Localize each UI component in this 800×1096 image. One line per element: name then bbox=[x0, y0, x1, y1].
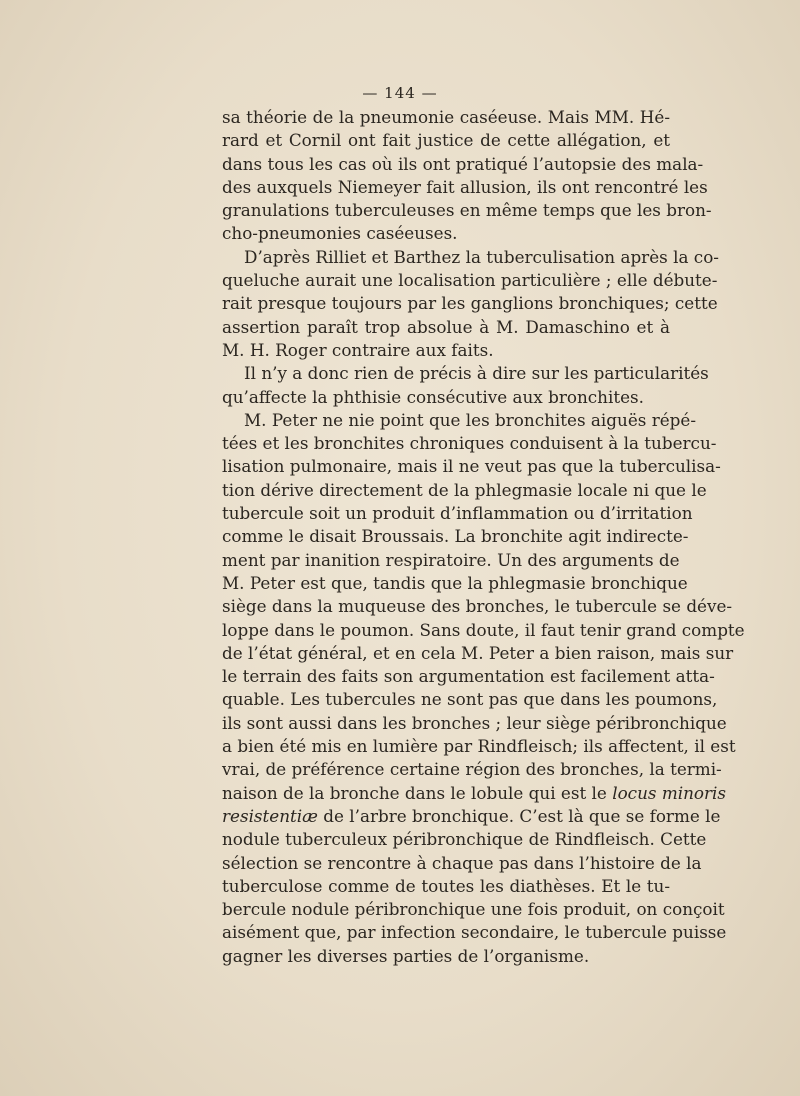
text-line bbox=[222, 502, 693, 525]
line-text: de l’arbre bronchique. C’est là que se forme le bbox=[317, 805, 721, 826]
text-line bbox=[222, 642, 734, 665]
line-text: vrai, de préférence certaine région des bronches, la termi- bbox=[222, 759, 722, 780]
line-text: assertion paraît trop absolue à M. Damaschino et à bbox=[222, 316, 670, 337]
line-text: ils sont aussi dans les bronches ; leur siège péribronchique bbox=[222, 712, 727, 733]
line-text: M. Peter est que, tandis que la phlegmasie bronchique bbox=[222, 572, 688, 593]
text-line bbox=[222, 222, 670, 245]
text-line bbox=[222, 292, 718, 315]
line-text: rait presque toujours par les ganglions bronchiques; cette bbox=[222, 293, 718, 314]
text-line bbox=[222, 316, 670, 339]
line-text: qu’affecte la phthisie consécutive aux bronchites. bbox=[222, 386, 644, 407]
text-line bbox=[222, 432, 717, 455]
text-line bbox=[222, 549, 680, 572]
line-text: le terrain des faits son argumentation est facilement atta- bbox=[222, 666, 715, 687]
text-line bbox=[222, 455, 721, 478]
text-line bbox=[222, 782, 727, 805]
line-text: aisément que, par infection secondaire, le tubercule puisse bbox=[222, 922, 727, 943]
line-text: tubercule soit un produit d’inflammation ou d’irritation bbox=[222, 503, 693, 524]
text-line bbox=[222, 898, 725, 921]
text-line bbox=[222, 199, 712, 222]
line-text: queluche aurait une localisation particulière ; elle débute- bbox=[222, 270, 718, 291]
line-text: de l’état général, et en cela M. Peter a bien raison, mais sur bbox=[222, 642, 734, 663]
line-text: sa théorie de la pneumonie caséeuse. Mais MM. Hé- bbox=[222, 107, 670, 127]
line-text: tées et les bronchites chroniques conduisent à la tubercu- bbox=[222, 433, 717, 454]
line-text: quable. Les tubercules ne sont pas que dans les poumons, bbox=[222, 689, 718, 710]
text-line bbox=[222, 106, 670, 129]
body-text bbox=[222, 106, 745, 968]
text-line bbox=[222, 409, 696, 432]
line-text: sélection se rencontre à chaque pas dans l’histoire de la bbox=[222, 852, 702, 873]
line-text: nodule tuberculeux péribronchique de Rindfleisch. Cette bbox=[222, 829, 707, 850]
text-line bbox=[222, 269, 718, 292]
line-text: M. Peter ne nie point que les bronchites aiguës répé- bbox=[244, 409, 696, 430]
italic-phrase: resistentiæ bbox=[222, 805, 318, 826]
line-text: cho-pneumonies caséeuses. bbox=[222, 223, 458, 244]
text-line bbox=[222, 852, 702, 875]
text-line bbox=[222, 875, 670, 898]
line-text: dans tous les cas où ils ont pratiqué l’autopsie des mala- bbox=[222, 153, 704, 174]
line-text: a bien été mis en lumière par Rindfleisch; ils affectent, il est bbox=[222, 736, 736, 757]
text-line bbox=[222, 525, 689, 548]
line-text: gagner les diverses parties de l’organisme. bbox=[222, 945, 590, 966]
line-text: M. H. Roger contraire aux faits. bbox=[222, 339, 494, 360]
line-text: siège dans la muqueuse des bronches, le tubercule se déve- bbox=[222, 596, 733, 617]
italic-phrase: locus minoris bbox=[612, 782, 727, 803]
text-line bbox=[222, 362, 709, 385]
text-line bbox=[222, 688, 718, 711]
line-text: loppe dans le poumon. Sans doute, il faut tenir grand compte bbox=[222, 619, 745, 640]
line-text: lisation pulmonaire, mais il ne veut pas que la tuberculisa- bbox=[222, 456, 721, 477]
line-text: bercule nodule péribronchique une fois produit, on conçoit bbox=[222, 899, 725, 920]
line-text: des auxquels Niemeyer fait allusion, ils ont rencontré les bbox=[222, 176, 708, 197]
text-line bbox=[222, 758, 722, 781]
text-line bbox=[222, 386, 670, 409]
text-line bbox=[222, 339, 670, 362]
text-line bbox=[222, 479, 707, 502]
text-line bbox=[222, 572, 688, 595]
text-line bbox=[222, 735, 736, 758]
text-line bbox=[222, 945, 670, 968]
page-number: — 144 — bbox=[362, 84, 438, 102]
text-line bbox=[222, 619, 745, 642]
line-text: tuberculose comme de toutes les diathèses. Et le tu- bbox=[222, 875, 670, 896]
text-line bbox=[222, 595, 733, 618]
line-text: ment par inanition respiratoire. Un des arguments de bbox=[222, 549, 680, 570]
line-text: naison de la bronche dans le lobule qui est le bbox=[222, 782, 613, 803]
text-line bbox=[222, 176, 708, 199]
text-line bbox=[222, 805, 721, 828]
text-line bbox=[222, 246, 719, 269]
text-line bbox=[222, 129, 670, 152]
line-text: Il n’y a donc rien de précis à dire sur les particularités bbox=[244, 363, 709, 384]
text-line bbox=[222, 153, 704, 176]
text-line bbox=[222, 665, 715, 688]
text-line bbox=[222, 921, 727, 944]
line-text: tion dérive directement de la phlegmasie locale ni que le bbox=[222, 479, 707, 500]
line-text: rard et Cornil ont fait justice de cette allégation, et bbox=[222, 130, 670, 151]
line-text: granulations tuberculeuses en même temps que les bron- bbox=[222, 200, 712, 221]
text-line bbox=[222, 828, 707, 851]
line-text: comme le disait Broussais. La bronchite agit indirecte- bbox=[222, 526, 689, 547]
text-line bbox=[222, 712, 727, 735]
line-text: D’après Rilliet et Barthez la tuberculisation après la co- bbox=[244, 246, 719, 267]
